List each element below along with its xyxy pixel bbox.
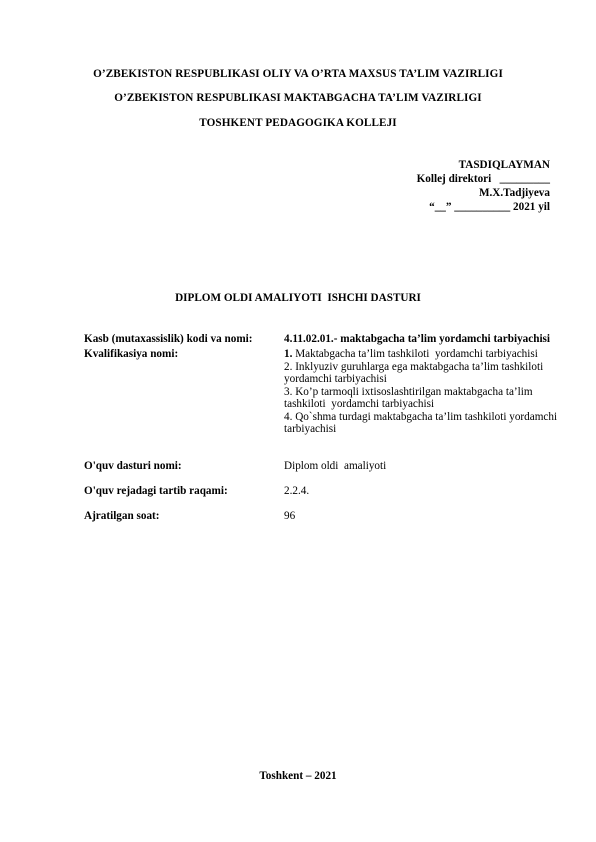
qualification-item: 2. Inklyuziv guruhlarga ega maktabgacha ta’lim tashkiloti yordamchi tarbiyachisi xyxy=(284,360,544,385)
approval-name: M.X.Tadjiyeva xyxy=(478,187,550,199)
approval-position: Kollej direktori _________ xyxy=(416,173,550,185)
qualification-list xyxy=(284,348,576,436)
field-label: O'quv rejadagi tartib raqami: xyxy=(84,485,228,497)
qualification-item: 3. Ko’p tarmoqli ixtisoslashtirilgan maktabgacha ta’lim tashkiloti yordamchi tarbiyachisi xyxy=(284,385,536,410)
field-label: Kasb (mutaxassislik) kodi va nomi: xyxy=(84,333,253,345)
college-name: TOSHKENT PEDAGOGIKA KOLLEJI xyxy=(199,117,397,129)
qualification-item: 1. Maktabgacha ta’lim tashkiloti yordamchi tarbiyachisi xyxy=(284,348,538,360)
field-label: O'quv dasturi nomi: xyxy=(84,460,182,472)
field-value: Diplom oldi amaliyoti xyxy=(284,460,387,472)
ministry-line-1: O’ZBEKISTON RESPUBLIKASI OLIY VA O’RTA MAXSUS TA’LIM VAZIRLIGI xyxy=(93,68,503,80)
field-label: Ajratilgan soat: xyxy=(84,510,160,522)
approval-title: TASDIQLAYMAN xyxy=(458,159,550,171)
field-value: 96 xyxy=(284,510,296,522)
approval-date: “__” __________ 2021 yil xyxy=(429,201,550,213)
document-title: DIPLOM OLDI AMALIYOTI ISHCHI DASTURI xyxy=(175,292,421,304)
field-value: 4.11.02.01.- maktabgacha ta’lim yordamchi tarbiyachisi xyxy=(284,333,551,345)
ministry-line-2: O’ZBEKISTON RESPUBLIKASI MAKTABGACHA TA’LIM VAZIRLIGI xyxy=(114,92,482,104)
field-label: Kvalifikasiya nomi: xyxy=(84,348,179,360)
qualification-item: 4. Qo`shma turdagi maktabgacha ta’lim tashkiloti yordamchi tarbiyachisi xyxy=(284,410,558,435)
footer-place-year: Toshkent – 2021 xyxy=(259,770,337,782)
field-value: 2.2.4. xyxy=(284,485,310,497)
